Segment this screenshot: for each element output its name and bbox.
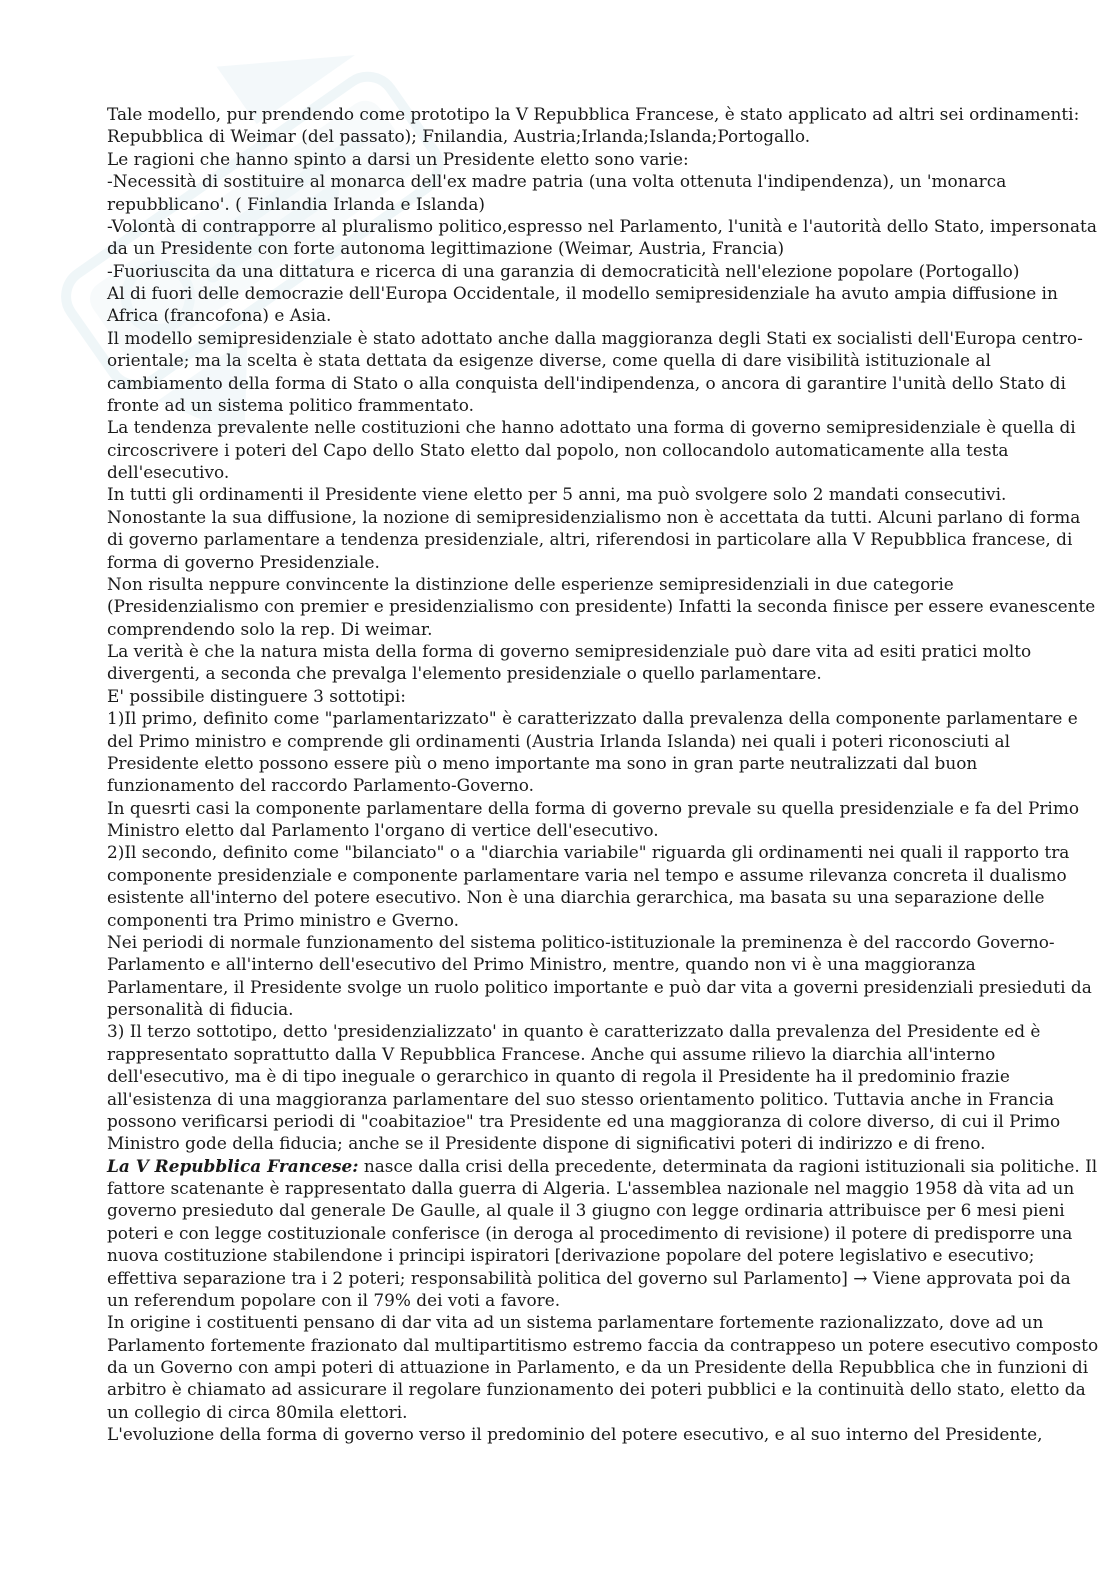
text-line: Parlamento fortemente frazionato dal multipartitismo estremo faccia da contrappeso un potere esecutivo composto (107, 1334, 1099, 1355)
section-heading: La V Repubblica Francese: (107, 1155, 359, 1176)
text-line: fronte ad un sistema politico frammentato. (107, 394, 475, 415)
text-line: Ministro eletto dal Parlamento l'organo di vertice dell'esecutivo. (107, 820, 659, 840)
text-line: all'esistenza di una maggioranza parlamentare del suo stesso orientamento politico. Tuttavia anche in Francia (107, 1088, 1055, 1109)
text-line: un collegio di circa 80mila elettori. (107, 1401, 408, 1422)
text-line: Tale modello, pur prendendo come prototipo la V Repubblica Francese, è stato applicato ad altri sei ordinamenti: (107, 104, 1080, 124)
text-line: poteri e con legge costituzionale conferisce (in deroga al procedimento di revisione) il potere di predisporre una (107, 1222, 1073, 1243)
text-line: La verità è che la natura mista della forma di governo semipresidenziale può dare vita ad esiti pratici molto (107, 641, 1032, 661)
text-line: 1)Il primo, definito come "parlamentarizzato" è caratterizzato dalla prevalenza della componente parlamentare e (107, 708, 1078, 729)
text-line: di governo parlamentare a tendenza presidenziale, altri, riferendosi in particolare alla V Repubblica francese, di (107, 529, 1073, 550)
text-line: forma di governo Presidenziale. (107, 551, 380, 572)
text-line: Ministro gode della fiducia; anche se il Presidente dispone di significativi poteri di indirizzo e di freno. (107, 1133, 986, 1154)
text-line: da un Presidente con forte autonoma legittimazione (Weimar, Austria, Francia) (107, 238, 785, 259)
text-line: Repubblica di Weimar (del passato); Fnilandia, Austria;Irlanda;Islanda;Portogallo. (107, 126, 811, 147)
text-line: effettiva separazione tra i 2 poteri; responsabilità politica del governo sul Parlamento] → Viene approvata poi da (107, 1267, 1071, 1288)
text-line: orientale; ma la scelta è stata dettata da esigenze diverse, come quella di dare visibilità istituzionale al (107, 350, 991, 371)
text-line: personalità di fiducia. (107, 999, 294, 1019)
text-line: Il modello semipresidenziale è stato adottato anche dalla maggioranza degli Stati ex socialisti dell'Europa centro- (107, 327, 1083, 348)
heading-line (107, 1155, 1098, 1177)
text-line: possono verificarsi periodi di "coabitazioe" tra Presidente ed una maggioranza di colore diverso, di cui il Primo (107, 1110, 1061, 1131)
text-line: In origine i costituenti pensano di dar vita ad un sistema parlamentare fortemente razionalizzato, dove ad un (107, 1312, 1044, 1333)
text-line: funzionamento del raccordo Parlamento-Governo. (107, 775, 535, 796)
text-line: L'evoluzione della forma di governo verso il predominio del potere esecutivo, e al suo interno del Presidente, (107, 1424, 1043, 1445)
heading-continuation: nasce dalla crisi della precedente, determinata da ragioni istituzionali sia politiche. Il (358, 1155, 1098, 1176)
text-line: nuova costituzione stabilendone i principi ispiratori [derivazione popolare del potere legislativo e esecutivo; (107, 1245, 1035, 1266)
text-line: rappresentato soprattutto dalla V Repubblica Francese. Anche qui assume rilievo la diarchia all'interno (107, 1043, 996, 1064)
text-line: Parlamento e all'interno dell'esecutivo del Primo Ministro, mentre, quando non vi è una maggioranza (107, 954, 976, 975)
document-body (107, 103, 1099, 1446)
text-line: da un Governo con ampi poteri di attuazione in Parlamento, e da un Presidente della Repubblica che in funzioni di (107, 1357, 1089, 1377)
text-line: In quesrti casi la componente parlamentare della forma di governo prevale su quella presidenziale e fa del Primo (107, 797, 1080, 818)
text-line: del Primo ministro e comprende gli ordinamenti (Austria Irlanda Islanda) nei quali i poteri riconosciuti al (107, 730, 1010, 751)
text-line: governo presieduto dal generale De Gaulle, al quale il 3 giugno con legge ordinaria attribuisce per 6 mesi pieni (107, 1200, 1065, 1221)
text-line: repubblicano'. ( Finlandia Irlanda e Islanda) (107, 193, 485, 214)
text-line: Nonostante la sua diffusione, la nozione di semipresidenzialismo non è accettata da tutti. Alcuni parlano di forma (107, 506, 1081, 527)
text-line: Al di fuori delle democrazie dell'Europa Occidentale, il modello semipresidenziale ha avuto ampia diffusione in (107, 283, 1058, 303)
text-line: E' possibile distinguere 3 sottotipi: (107, 685, 406, 706)
text-line: fattore scatenante è rappresentato dalla guerra di Algeria. L'assemblea nazionale nel maggio 1958 dà vita ad un (107, 1178, 1075, 1198)
text-line: circoscrivere i poteri del Capo dello Stato eletto dal popolo, non collocandolo automaticamente alla testa (107, 439, 1009, 460)
text-line: un referendum popolare con il 79% dei voti a favore. (107, 1289, 561, 1310)
text-line: Presidente eletto possono essere più o meno importante ma sono in gran parte neutralizzati dal buon (107, 752, 978, 773)
text-line: Le ragioni che hanno spinto a darsi un Presidente eletto sono varie: (107, 148, 689, 169)
text-line: componenti tra Primo ministro e Gverno. (107, 909, 459, 930)
text-line: dell'esecutivo. (107, 462, 230, 482)
text-line: Africa (francofona) e Asia. (107, 305, 332, 326)
text-line: In tutti gli ordinamenti il Presidente viene eletto per 5 anni, ma può svolgere solo 2 mandati consecutivi. (107, 484, 1007, 505)
text-line: 2)Il secondo, definito come "bilanciato" o a "diarchia variabile" riguarda gli ordinamenti nei quali il rapporto tra (107, 842, 1070, 863)
text-line: cambiamento della forma di Stato o alla conquista dell'indipendenza, o ancora di garantire l'unità dello Stato di (107, 372, 1066, 393)
text-line: Parlamentare, il Presidente svolge un ruolo politico importante e può dar vita a governi presidenziali presieduti da (107, 976, 1092, 997)
text-line: divergenti, a seconda che prevalga l'elemento presidenziale o quello parlamentare. (107, 663, 822, 684)
text-line: (Presidenzialismo con premier e presidenzialismo con presidente) Infatti la seconda finisce per essere evanescente (107, 596, 1096, 617)
text-line: dell'esecutivo, ma è di tipo ineguale o gerarchico in quanto di regola il Presidente ha il predominio frazie (107, 1066, 1010, 1087)
text-line: -Necessità di sostituire al monarca dell'ex madre patria (una volta ottenuta l'indipendenza), un 'monarca (107, 171, 1007, 192)
text-line: 3) Il terzo sottotipo, detto 'presidenzializzato' in quanto è caratterizzato dalla prevalenza del Presidente ed è (107, 1021, 1041, 1042)
text-line: arbitro è chiamato ad assicurare il regolare funzionamento dei poteri pubblici e la continuità dello stato, eletto da (107, 1379, 1086, 1400)
text-line: Nei periodi di normale funzionamento del sistema politico-istituzionale la preminenza è del raccordo Governo- (107, 931, 1055, 952)
text-line: -Volontà di contrapporre al pluralismo politico,espresso nel Parlamento, l'unità e l'autorità dello Stato, impersonata (107, 215, 1097, 236)
text-line: La tendenza prevalente nelle costituzioni che hanno adottato una forma di governo semipresidenziale è quella di (107, 417, 1076, 438)
text-line: componente presidenziale e componente parlamentare varia nel tempo e assume rilevanza concreta il dualismo (107, 864, 1067, 885)
text-line: -Fuoriuscita da una dittatura e ricerca di una garanzia di democraticità nell'elezione popolare (Portogallo) (107, 260, 1020, 281)
text-line: esistente all'interno del potere esecutivo. Non è una diarchia gerarchica, ma basata su una separazione delle (107, 887, 1045, 908)
text-line: Non risulta neppure convincente la distinzione delle esperienze semipresidenziali in due categorie (107, 573, 954, 594)
text-line: comprendendo solo la rep. Di weimar. (107, 618, 433, 639)
